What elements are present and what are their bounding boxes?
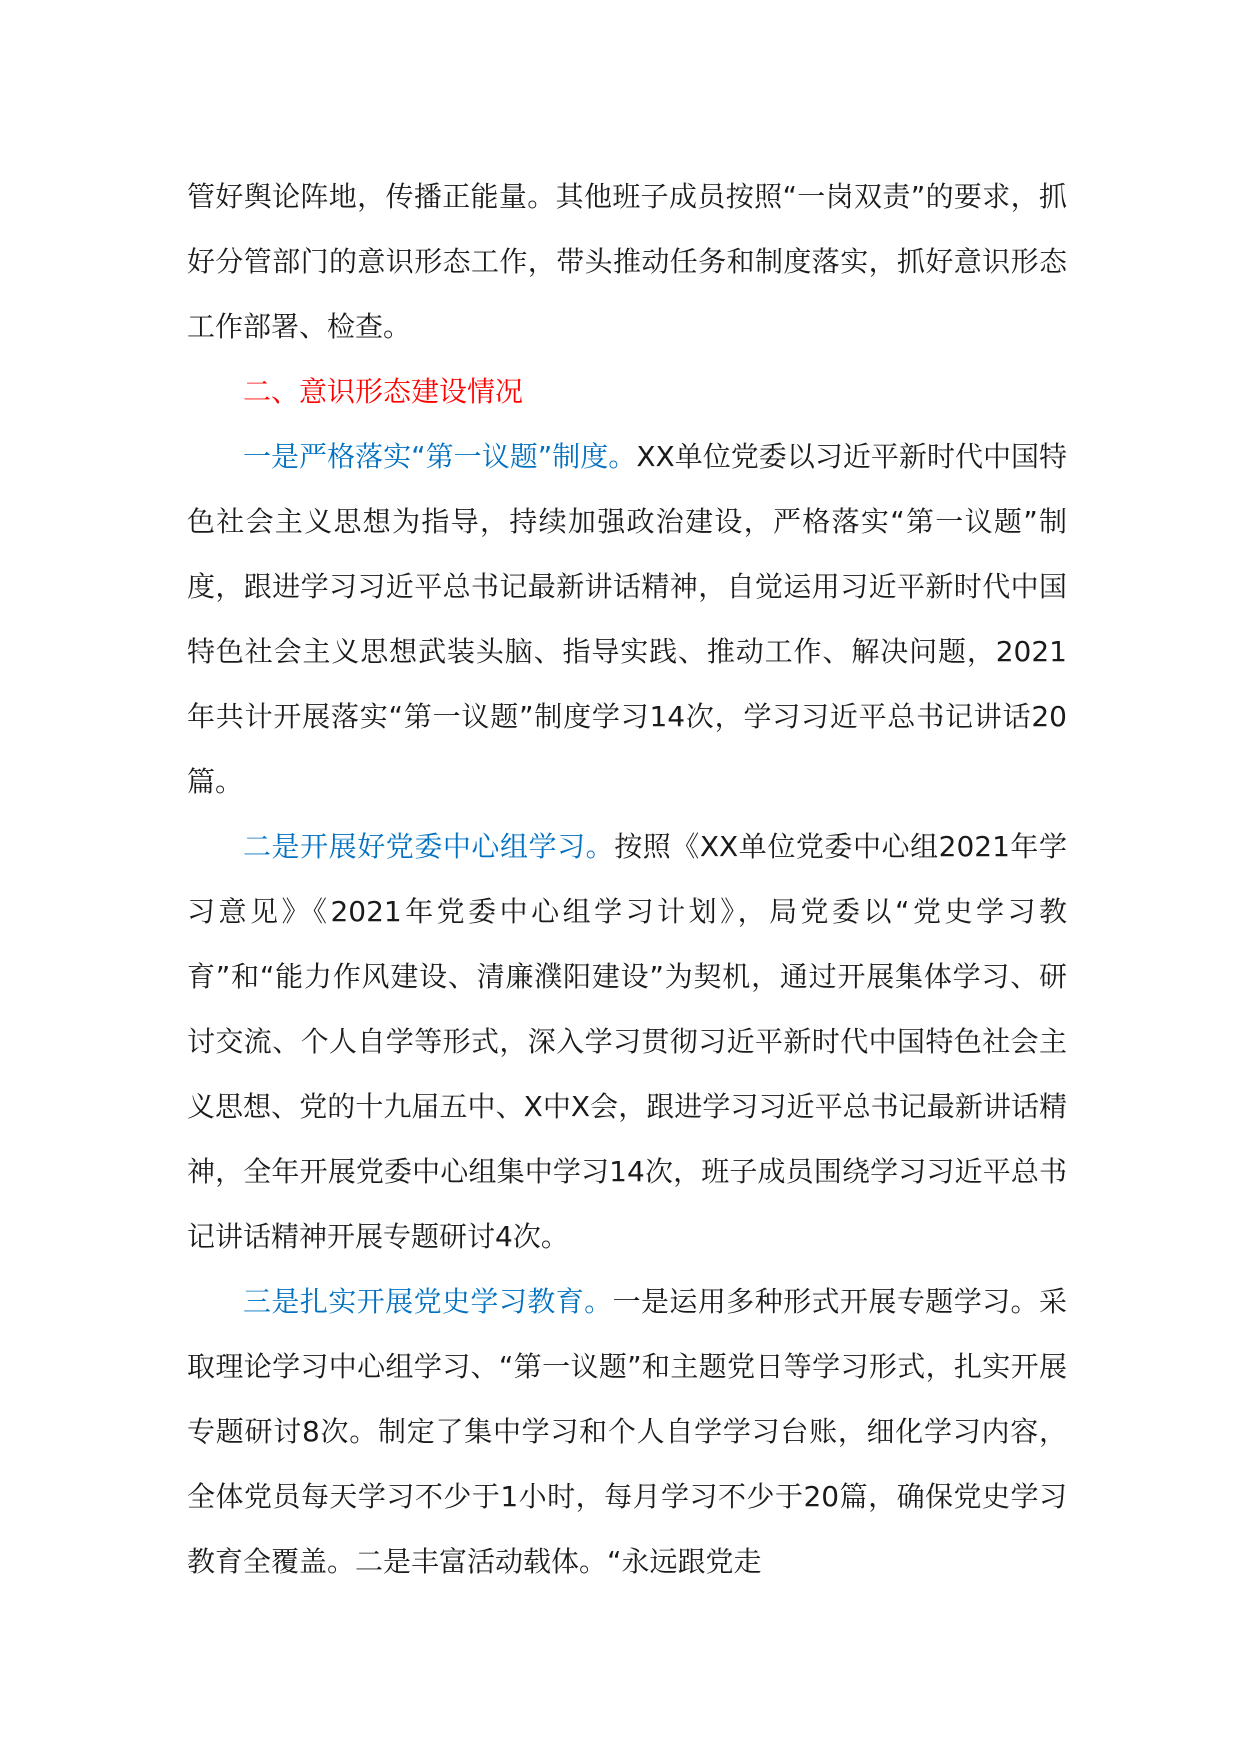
paragraph-lead: 二是开展好党委中心组学习。 — [243, 830, 615, 863]
paragraph-first-topic — [187, 424, 1067, 814]
paragraph-text: 按照《XX单位党委中心组2021年学习意见》《2021年党委中心组学习计划》，局党委以“党史学习教育”和“能力作风建设、清廉濮阳建设”为契机，通过开展集体学习、研讨交流、个人自学等形式，深入学习贯彻习近平新时代中国特色社会主义思想、党的十九届五中、X中X会，跟进学习习近平总书记最新讲话精神，全年开展党委中心组集中学习14次，班子成员围绕学习习近平总书记讲话精神开展专题研讨4次。 — [187, 830, 1067, 1253]
paragraph-text: XX单位党委以习近平新时代中国特色社会主义思想为指导，持续加强政治建设，严格落实“第一议题”制度，跟进学习习近平总书记最新讲话精神，自觉运用习近平新时代中国特色社会主义思想武装头脑、指导实践、推动工作、解决问题，2021年共计开展落实“第一议题”制度学习14次，学习习近平总书记讲话20篇。 — [187, 440, 1068, 798]
paragraph-lead: 三是扎实开展党史学习教育。 — [243, 1285, 613, 1318]
paragraph-text: 管好舆论阵地，传播正能量。其他班子成员按照“一岗双责”的要求，抓好分管部门的意识形态工作，带头推动任务和制度落实，抓好意识形态工作部署、检查。 — [187, 180, 1067, 343]
section-heading-text: 二、意识形态建设情况 — [243, 375, 524, 408]
paragraph-continuation — [187, 164, 1067, 359]
paragraph-text: 一是运用多种形式开展专题学习。采取理论学习中心组学习、“第一议题”和主题党日等学习形式，扎实开展专题研讨8次。制定了集中学习和个人自学学习台账，细化学习内容，全体党员每天学习不少于1小时，每月学习不少于20篇，确保党史学习教育全覆盖。二是丰富活动载体。“永远跟党走 — [187, 1285, 1067, 1578]
paragraph-party-history — [187, 1269, 1067, 1594]
paragraph-lead: 一是严格落实“第一议题”制度。 — [243, 440, 637, 473]
paragraph-center-group-study — [187, 814, 1067, 1269]
document-body — [187, 164, 1067, 1594]
section-heading — [187, 359, 1067, 424]
